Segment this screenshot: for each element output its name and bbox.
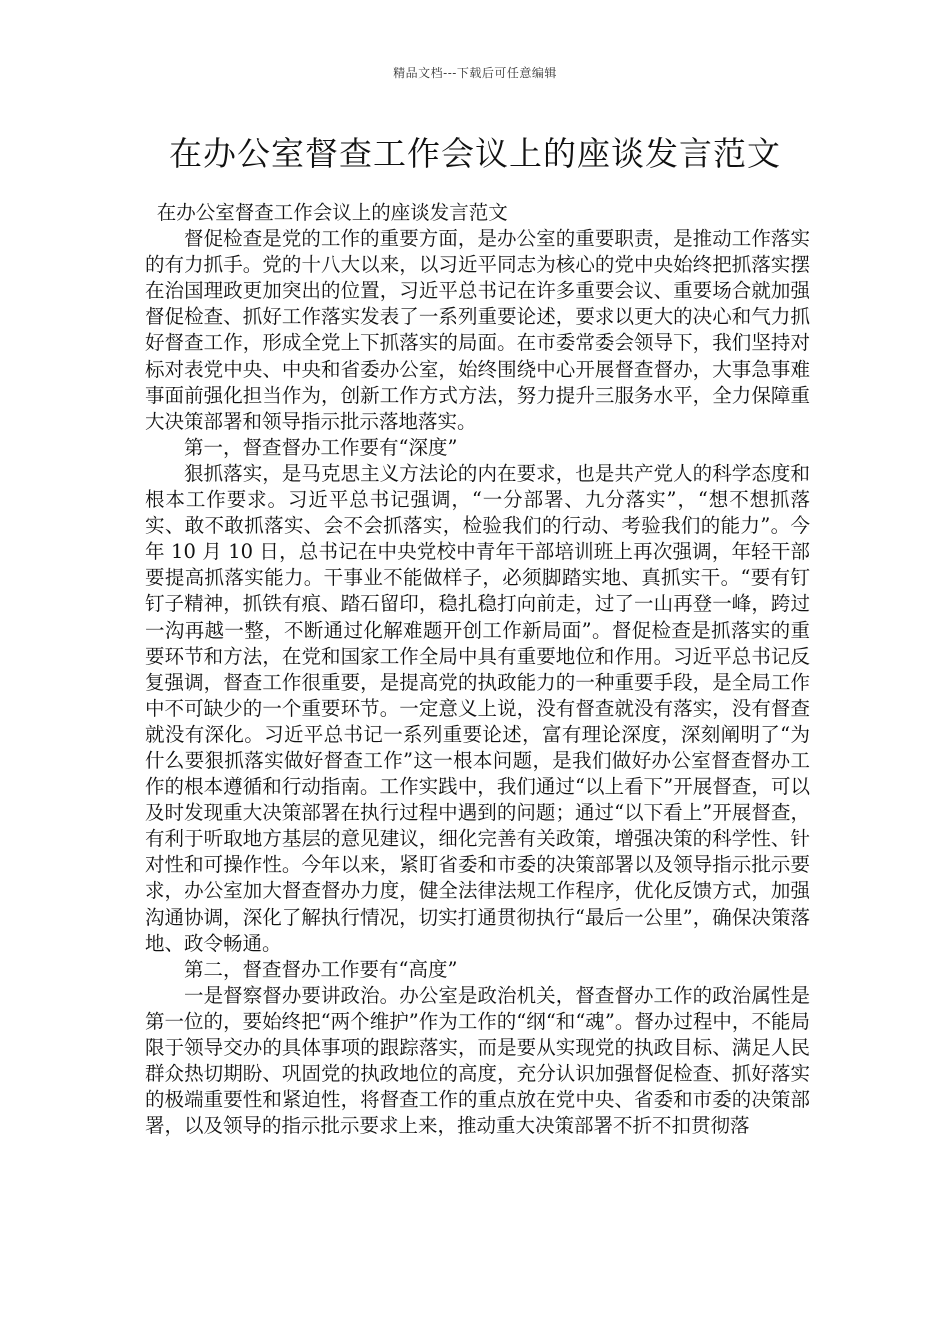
section-heading-height: 第二，督查督办工作要有“高度” [184, 957, 458, 981]
document-subtitle: 在办公室督查工作会议上的座谈发言范文 [156, 201, 508, 224]
paragraph-depth: 狠抓落实，是马克思主义方法论的内在要求，也是共产党人的科学态度和根本工作要求。习近平总书记强调，“一分部署、九分落实”，“想不想抓落实、敢不敢抓落实、会不会抓落实，检验我们的行动、考验我们的能力”。今年 10 月 10 日，总书记在中央党校中青年干部培训班上再次强调，年轻干部要提高抓落实能力。干事业不能做样子，必须脚踏实地、真抓实干。“要有钉钉子精神，抓铁有痕、踏石留印，稳扎稳打向前走，过了一山再登一峰，跨过一沟再越一整，不断通过化解难题开创工作新局面”。督促检查是抓落实的重要环节和方法，在党和国家工作全局中具有重要地位和作用。习近平总书记反复强调，督查工作很重要，是提高党的执政能力的一种重要手段，是全局工作中不可缺少的一个重要环节。一定意义上说，没有督查就没有落实，没有督查就没有深化。习近平总书记一系列重要论述，富有理论深度，深刻阐明了“为什么要狠抓落实做好督查工作”这一根本问题，是我们做好办公室督查督办工作的根本遵循和行动指南。工作实践中，我们通过“以上看下”开展督查，可以及时发现重大决策部署在执行过程中遇到的问题；通过“以下看上”开展督查，有利于听取地方基层的意见建议，细化完善有关政策，增强决策的科学性、针对性和可操作性。今年以来，紧盯省委和市委的决策部署以及领导指示批示要求，办公室加大督查督办力度，健全法律法规工作程序，优化反馈方式，加强沟通协调，深化了解执行情况，切实打通贯彻执行“最后一公里”，确保决策落地、政令畅通。 [145, 461, 810, 955]
paragraph-height: 一是督察督办要讲政治。办公室是政治机关，督查督办工作的政治属性是第一位的，要始终把“两个维护”作为工作的“纲“和“魂”。督办过程中，不能局限于领导交办的具体事项的跟踪落实，而是要从实现党的执政目标、满足人民群众热切期盼、巩固党的执政地位的高度，充分认识加强督促检查、抓好落实的极端重要性和紧迫性，将督查工作的重点放在党中央、省委和市委的决策部署，以及领导的指示批示要求上来，推动重大决策部署不折不扣贯彻落 [145, 983, 810, 1138]
document-title: 在办公室督查工作会议上的座谈发言范文 [169, 134, 781, 173]
paragraph-intro: 督促检查是党的工作的重要方面，是办公室的重要职责，是推动工作落实的有力抓手。党的十八大以来，以习近平同志为核心的党中央始终把抓落实摆在治国理政更加突出的位置，习近平总书记在许多重要会议、重要场合就加强督促检查、抓好工作落实发表了一系列重要论述，要求以更大的决心和气力抓好督查工作，形成全党上下抓落实的局面。在市委常委会领导下，我们坚持对标对表党中央、中央和省委办公室，始终围绕中心开展督查督办，大事急事难事面前强化担当作为，创新工作方式方法，努力提升三服务水平，全力保障重大决策部署和领导指示批示落地落实。 [145, 227, 810, 433]
header-note: 精品文档---下载后可任意编辑 [393, 66, 557, 80]
document-body [145, 200, 810, 1139]
section-heading-depth: 第一，督查督办工作要有“深度” [184, 435, 458, 459]
